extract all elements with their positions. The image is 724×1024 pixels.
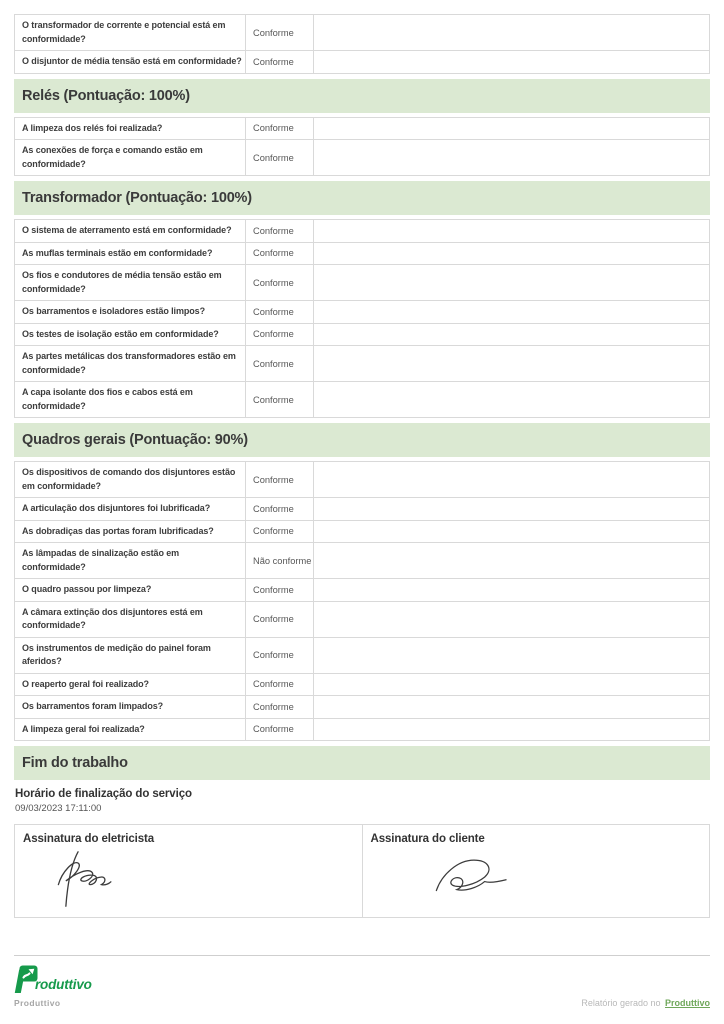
client-signature-label: Assinatura do cliente [370,833,485,845]
answer-cell: Conforme [246,520,314,543]
footer-divider [14,955,710,956]
table-row [15,579,710,602]
answer-cell: Conforme [246,323,314,346]
section-title: Quadros gerais (Pontuação: 90%) [22,432,248,448]
answer-cell: Conforme [246,117,314,140]
notes-cell [314,140,710,176]
table-row [15,117,710,140]
question-cell: A capa isolante dos fios e cabos está em conformidade? [15,382,246,418]
answer-cell: Conforme [246,15,314,51]
table-row [15,51,710,74]
notes-cell [314,696,710,719]
table-row [15,718,710,741]
answer-cell: Conforme [246,696,314,719]
table-row [15,601,710,637]
notes-cell [314,601,710,637]
answer-cell: Conforme [246,579,314,602]
answer-cell: Conforme [246,637,314,673]
question-cell: Os barramentos foram limpados? [15,696,246,719]
question-cell: As partes metálicas dos transformadores estão em conformidade? [15,346,246,382]
question-cell: A articulação dos disjuntores foi lubrificada? [15,498,246,521]
answer-cell: Conforme [246,346,314,382]
question-cell: Os dispositivos de comando dos disjuntores estão em conformidade? [15,462,246,498]
question-cell: A câmara extinção dos disjuntores está em conformidade? [15,601,246,637]
question-cell: As dobradiças das portas foram lubrificadas? [15,520,246,543]
report-sections [14,14,710,780]
answer-cell: Conforme [246,265,314,301]
notes-cell [314,673,710,696]
client-signature-cell [362,825,710,918]
question-cell: As muflas terminais estão em conformidade? [15,242,246,265]
notes-cell [314,323,710,346]
notes-cell [314,543,710,579]
question-cell: Os barramentos e isoladores estão limpos? [15,301,246,324]
question-cell: Os instrumentos de medição do painel foram aferidos? [15,637,246,673]
finish-time-label: Horário de finalização do serviço [15,788,192,800]
notes-cell [314,301,710,324]
section-title: Relés (Pontuação: 100%) [22,87,190,104]
generated-note [581,998,710,1008]
table-row [15,498,710,521]
notes-cell [314,51,710,74]
question-cell: As conexões de força e comando estão em conformidade? [15,140,246,176]
section-header [14,79,710,113]
generated-note-text: Relatório gerado no [581,998,661,1008]
question-cell: A limpeza geral foi realizada? [15,718,246,741]
brand-caption: Produttivo [14,998,61,1008]
table-row [15,242,710,265]
table-row [15,543,710,579]
table-row [15,301,710,324]
table-row [15,323,710,346]
client-signature-image [419,853,527,903]
signatures-row [15,825,710,918]
finish-time-value: 09/03/2023 17:11:00 [15,803,102,814]
notes-cell [314,117,710,140]
question-cell: As lâmpadas de sinalização estão em conformidade? [15,543,246,579]
question-cell: O sistema de aterramento está em conformidade? [15,220,246,243]
table-row [15,696,710,719]
notes-cell [314,15,710,51]
section-title: Fim do trabalho [22,755,128,771]
table-row [15,673,710,696]
notes-cell [314,265,710,301]
signatures-table [14,824,710,918]
table-row [15,220,710,243]
electrician-signature-label: Assinatura do eletricista [23,833,155,845]
produttivo-wordmark: roduttivo [35,976,92,992]
answer-cell: Conforme [246,220,314,243]
table-row [15,346,710,382]
checklist-table [14,461,710,741]
section-title: Transformador (Pontuação: 100%) [22,190,252,206]
page-footer [14,955,710,1008]
produttivo-link[interactable]: Produttivo [665,998,710,1008]
answer-cell: Conforme [246,382,314,418]
notes-cell [314,520,710,543]
answer-cell: Não conforme [246,543,314,579]
electrician-signature-cell [15,825,363,918]
answer-cell: Conforme [246,140,314,176]
question-cell: A limpeza dos relés foi realizada? [15,117,246,140]
notes-cell [314,382,710,418]
table-row [15,462,710,498]
answer-cell: Conforme [246,51,314,74]
table-row [15,265,710,301]
checklist-table [14,14,710,74]
question-cell: Os fios e condutores de média tensão estão em conformidade? [15,265,246,301]
notes-cell [314,242,710,265]
answer-cell: Conforme [246,498,314,521]
section-header [14,746,710,780]
answer-cell: Conforme [246,601,314,637]
table-row [15,140,710,176]
table-row [15,637,710,673]
question-cell: O quadro passou por limpeza? [15,579,246,602]
produttivo-logo [14,965,92,993]
answer-cell: Conforme [246,301,314,324]
answer-cell: Conforme [246,718,314,741]
checklist-table [14,117,710,177]
notes-cell [314,579,710,602]
answer-cell: Conforme [246,673,314,696]
question-cell: O disjuntor de média tensão está em conformidade? [15,51,246,74]
notes-cell [314,346,710,382]
finish-time-block [15,788,709,814]
notes-cell [314,718,710,741]
electrician-signature-image [45,849,143,909]
answer-cell: Conforme [246,462,314,498]
notes-cell [314,220,710,243]
section-header [14,181,710,215]
question-cell: O transformador de corrente e potencial está em conformidade? [15,15,246,51]
table-row [15,15,710,51]
checklist-table [14,219,710,418]
question-cell: Os testes de isolação estão em conformidade? [15,323,246,346]
answer-cell: Conforme [246,242,314,265]
question-cell: O reaperto geral foi realizado? [15,673,246,696]
notes-cell [314,637,710,673]
table-row [15,520,710,543]
section-header [14,423,710,457]
brand-block [14,965,92,1008]
table-row [15,382,710,418]
notes-cell [314,498,710,521]
notes-cell [314,462,710,498]
